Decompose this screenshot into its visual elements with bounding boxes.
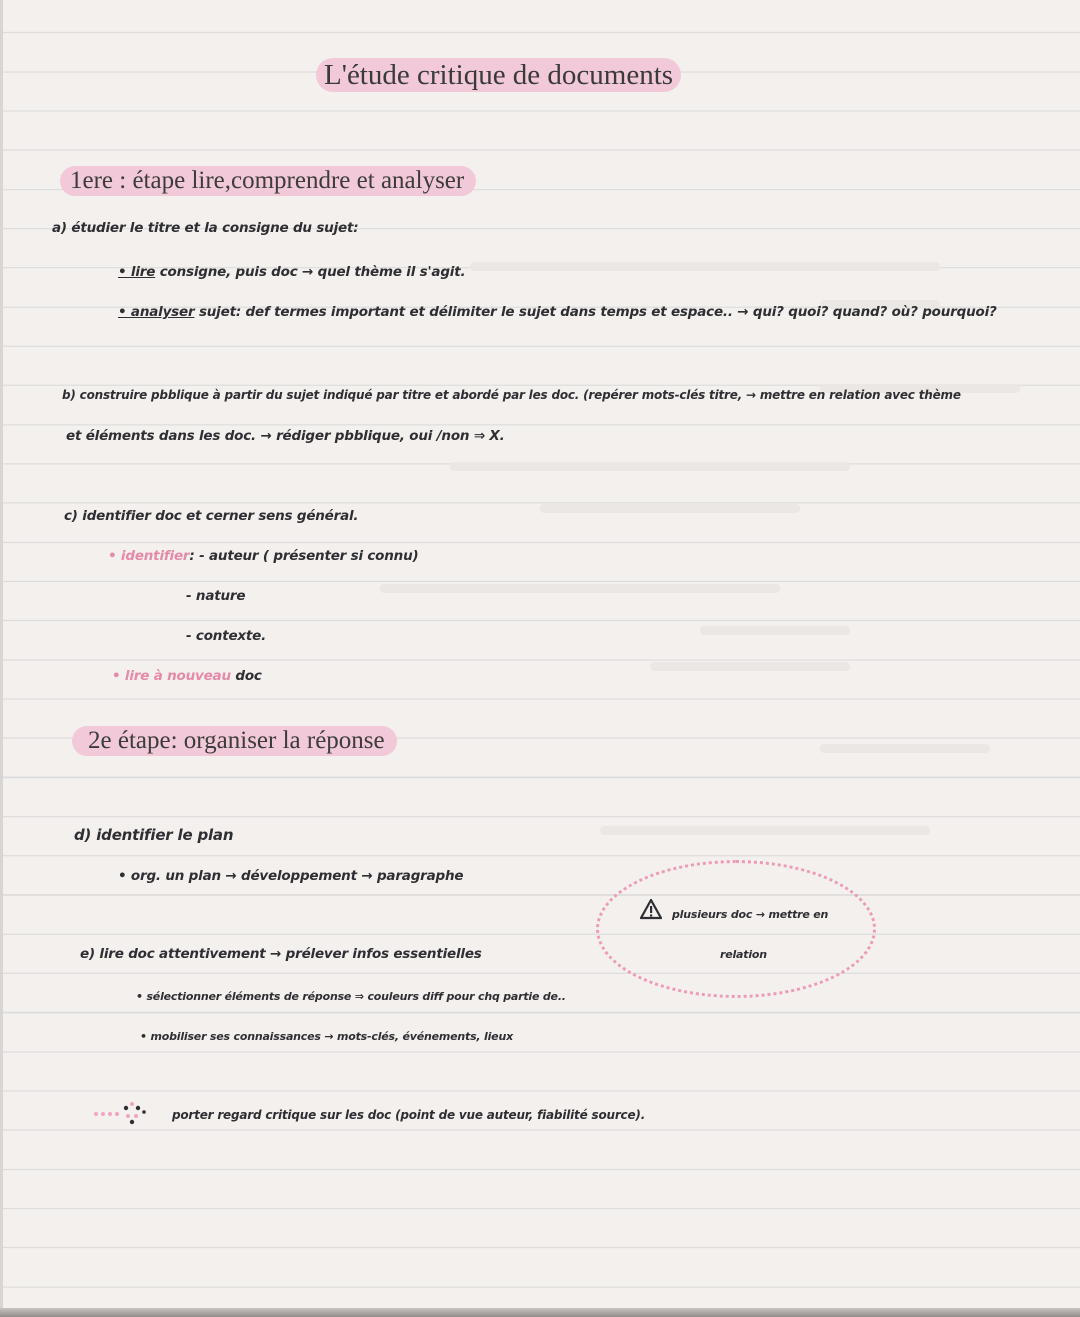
section-1-header: 1ere : étape lire,comprendre et analyser <box>60 166 476 196</box>
page-bottom-edge <box>0 1308 1080 1317</box>
page-title: L'étude critique de documents <box>316 58 681 92</box>
warning-icon <box>640 898 662 920</box>
step-d-bullet: • org. un plan → développement → paragraphe <box>118 868 464 884</box>
bullet-lead: • analyser <box>118 304 195 320</box>
step-b-line-1: b) construire pbblique à partir du sujet indiqué par titre et abordé par les doc. (repérer mots-clés titre, → mettre en relation avec thème <box>62 388 961 402</box>
step-a-heading: a) étudier le titre et la consigne du sujet: <box>52 220 359 236</box>
lire-text: doc <box>235 668 262 684</box>
show-through-mark <box>540 504 800 513</box>
identifier-text: : - auteur ( présenter si connu) <box>189 548 419 564</box>
page-left-edge <box>0 0 3 1317</box>
step-b-line-2: et éléments dans les doc. → rédiger pbblique, oui /non ⇒ X. <box>66 428 505 444</box>
bullet-lead: • lire <box>118 264 156 280</box>
step-d-heading: d) identifier le plan <box>74 826 234 844</box>
note-line-1: plusieurs doc → mettre en <box>672 908 829 921</box>
identifier-label: • identifier <box>108 548 190 564</box>
show-through-mark <box>380 584 780 593</box>
step-c-item-nature: - nature <box>186 588 246 604</box>
step-c-item-contexte: - contexte. <box>186 628 267 644</box>
step-a-bullet-1 <box>118 264 465 280</box>
step-e-bullet-1: • sélectionner éléments de réponse ⇒ couleurs diff pour chq partie de.. <box>136 990 566 1003</box>
note-line-2: relation <box>720 948 767 961</box>
step-e-heading: e) lire doc attentivement → prélever infos essentielles <box>80 946 482 962</box>
show-through-mark <box>820 744 990 753</box>
footer-note: porter regard critique sur les doc (point de vue auteur, fiabilité source). <box>172 1108 646 1122</box>
step-a-bullet-2 <box>118 304 997 320</box>
show-through-mark <box>450 462 850 471</box>
step-c-lire <box>112 668 262 684</box>
lire-label: • lire à nouveau <box>112 668 231 684</box>
sparkle-dots-icon <box>92 1100 164 1126</box>
step-e-bullet-2: • mobiliser ses connaissances → mots-clés, événements, lieux <box>140 1030 513 1043</box>
show-through-mark <box>650 662 850 671</box>
section-2-header: 2e étape: organiser la réponse <box>72 726 397 756</box>
step-c-heading: c) identifier doc et cerner sens général. <box>64 508 359 524</box>
show-through-mark <box>600 826 930 835</box>
step-c-identifier <box>108 548 418 564</box>
note-oval <box>596 860 876 998</box>
bullet-text: consigne, puis doc → quel thème il s'agit. <box>159 264 466 280</box>
show-through-mark <box>470 262 940 271</box>
show-through-mark <box>700 626 850 635</box>
bullet-text: sujet: def termes important et délimiter le sujet dans temps et espace.. → qui? quoi? quand? où? pourquoi? <box>198 304 997 320</box>
